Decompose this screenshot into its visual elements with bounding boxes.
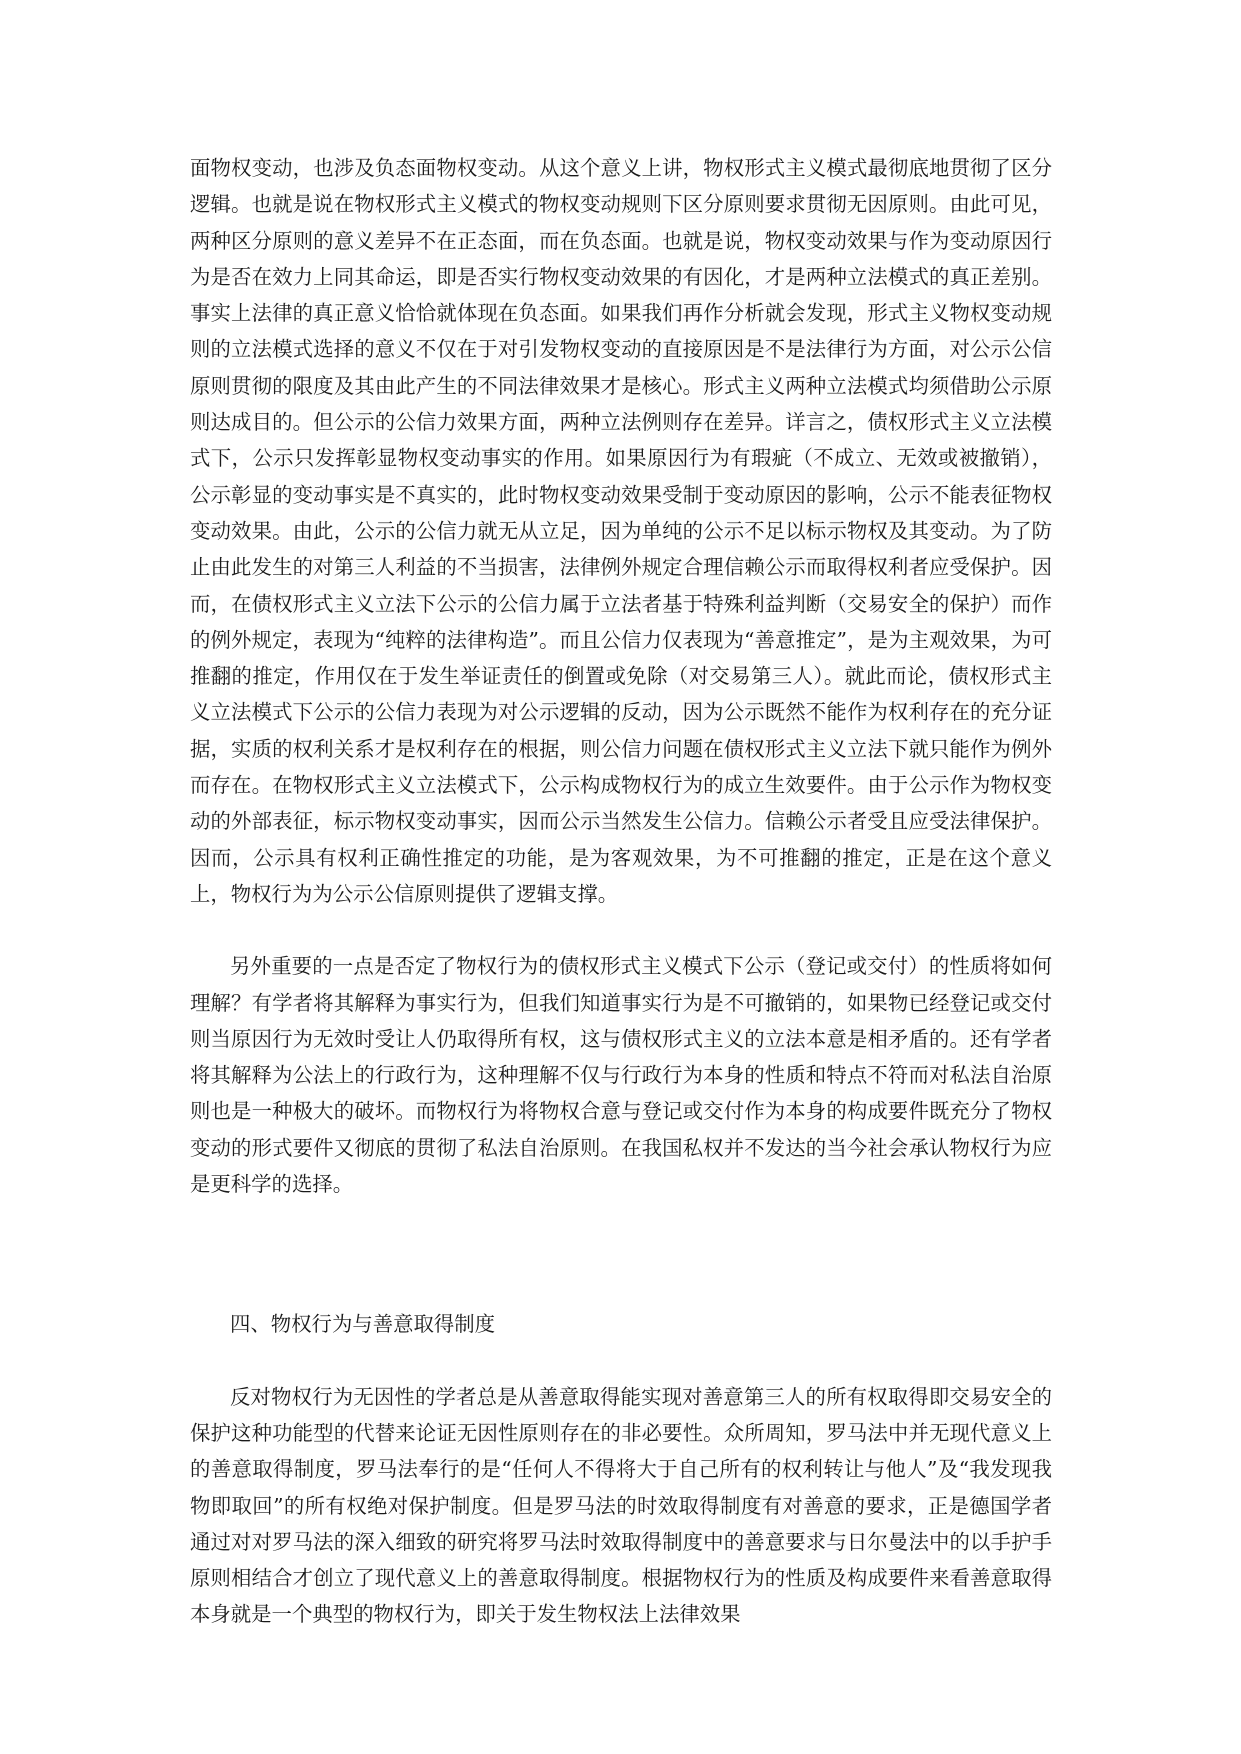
paragraph-continuation: 面物权变动，也涉及负态面物权变动。从这个意义上讲，物权形式主义模式最彻底地贯彻了区分逻辑。也就是说在物权形式主义模式的物权变动规则下区分原则要求贯彻无因原则。由此可见，两种区分原则的意义差异不在正态面，而在负态面。也就是说，物权变动效果与作为变动原因行为是否在效力上同其命运，即是否实行物权变动效果的有因化，才是两种立法模式的真正差别。事实上法律的真正意义恰恰就体现在负态面。如果我们再作分析就会发现，形式主义物权变动规则的立法模式选择的意义不仅在于对引发物权变动的直接原因是不是法律行为方面，对公示公信原则贯彻的限度及其由此产生的不同法律效果才是核心。形式主义两种立法模式均须借助公示原则达成目的。但公示的公信力效果方面，两种立法例则存在差异。详言之，债权形式主义立法模式下，公示只发挥彰显物权变动事实的作用。如果原因行为有瑕疵（不成立、无效或被撤销），公示彰显的变动事实是不真实的，此时物权变动效果受制于变动原因的影响，公示不能表征物权变动效果。由此，公示的公信力就无从立足，因为单纯的公示不足以标示物权及其变动。为了防止由此发生的对第三人利益的不当损害，法律例外规定合理信赖公示而取得权利者应受保护。因而，在债权形式主义立法下公示的公信力属于立法者基于特殊利益判断（交易安全的保护）而作的例外规定，表现为“纯粹的法律构造”。而且公信力仅表现为“善意推定”，是为主观效果，为可推翻的推定，作用仅在于发生举证责任的倒置或免除（对交易第三人）。就此而论，债权形式主义立法模式下公示的公信力表现为对公示逻辑的反动，因为公示既然不能作为权利存在的充分证据，实质的权利关系才是权利存在的根据，则公信力问题在债权形式主义立法下就只能作为例外而存在。在物权形式主义立法模式下，公示构成物权行为的成立生效要件。由于公示作为物权变动的外部表征，标示物权变动事实，因而公示当然发生公信力。信赖公示者受且应受法律保护。因而，公示具有权利正确性推定的功能，是为客观效果，为不可推翻的推定，正是在这个意义上，物权行为为公示公信原则提供了逻辑支撑。 [190, 156, 1052, 906]
paragraph-good-faith: 反对物权行为无因性的学者总是从善意取得能实现对善意第三人的所有权取得即交易安全的保护这种功能型的代替来论证无因性原则存在的非必要性。众所周知，罗马法中并无现代意义上的善意取得制度，罗马法奉行的是“任何人不得将大于自己所有的权利转让与他人”及“我发现我物即取回”的所有权绝对保护制度。但是罗马法的时效取得制度有对善意的要求，正是德国学者通过对对罗马法的深入细致的研究将罗马法时效取得制度中的善意要求与日尔曼法中的以手护手原则相结合才创立了现代意义上的善意取得制度。根据物权行为的性质及构成要件来看善意取得本身就是一个典型的物权行为，即关于发生物权法上法律效果 [190, 1384, 1052, 1627]
section-heading: 四、物权行为与善意取得制度 [230, 1312, 496, 1337]
paragraph-public-notice: 另外重要的一点是否定了物权行为的债权形式主义模式下公示（登记或交付）的性质将如何理解？有学者将其解释为事实行为，但我们知道事实行为是不可撤销的，如果物已经登记或交付则当原因行为无效时受让人仍取得所有权，这与债权形式主义的立法本意是相矛盾的。还有学者将其解释为公法上的行政行为，这种理解不仅与行政行为本身的性质和特点不符而对私法自治原则也是一种极大的破坏。而物权行为将物权合意与登记或交付作为本身的构成要件既充分了物权变动的形式要件又彻底的贯彻了私法自治原则。在我国私权并不发达的当今社会承认物权行为应是更科学的选择。 [190, 954, 1052, 1197]
document-page [190, 150, 1052, 1633]
